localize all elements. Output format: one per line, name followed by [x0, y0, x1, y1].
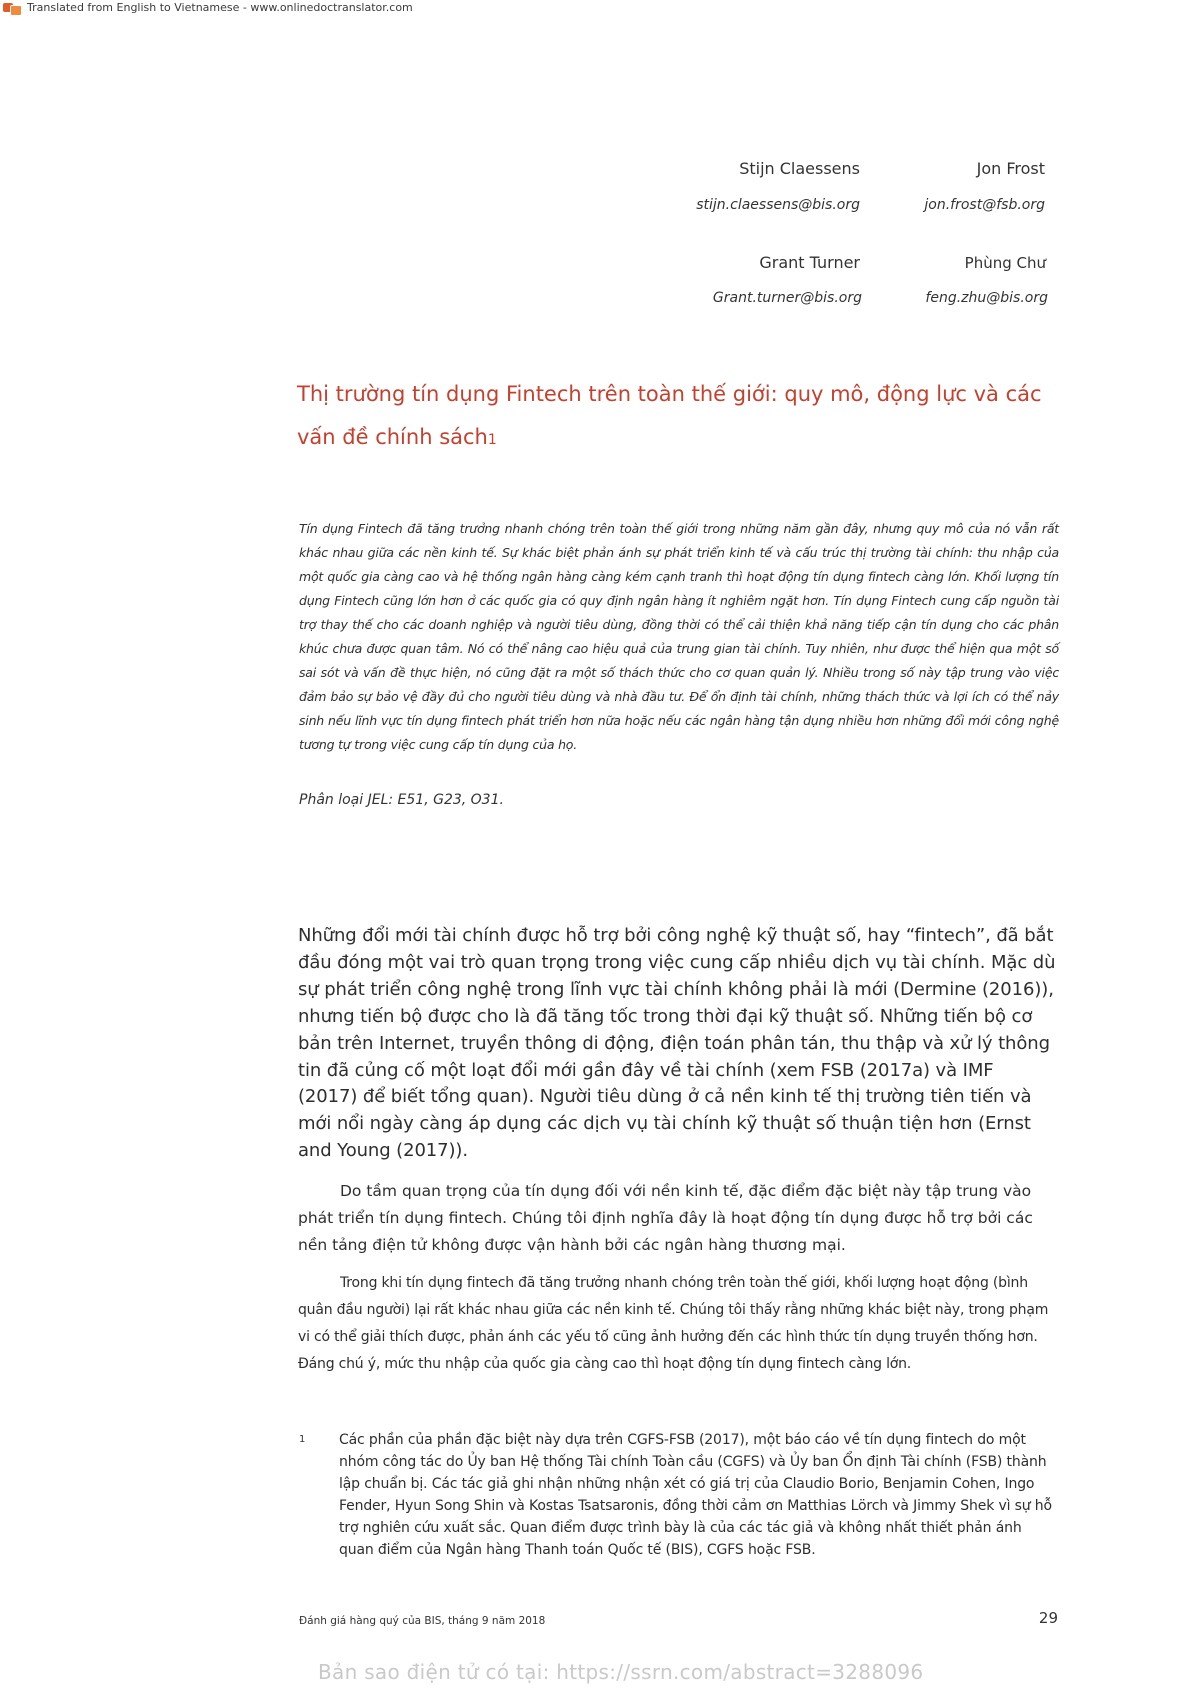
translation-banner[interactable]	[3, 0, 413, 15]
author-email[interactable]: feng.zhu@bis.org	[925, 290, 1048, 306]
author-name: Grant Turner	[759, 253, 860, 272]
footnote-text: Các phần của phần đặc biệt này dựa trên CGFS-FSB (2017), một báo cáo về tín dụng fintech do một nhóm công tác do Ủy ban Hệ thống Tài chính Toàn cầu (CGFS) và Ủy ban Ổn định Tài chính (FSB) thành lập chuẩn bị. Các tác giả ghi nhận những nhận xét có giá trị của Claudio Borio, Benjamin Cohen, Ingo Fender, Hyun Song Shin và Kostas Tsatsaronis, đồng thời cảm ơn Matthias Lörch và Jimmy Shek vì sự hỗ trợ nghiên cứu xuất sắc. Quan điểm được trình bày là của các tác giả và không nhất thiết phản ánh quan điểm của Ngân hàng Thanh toán Quốc tế (BIS), CGFS hoặc FSB.	[339, 1432, 1052, 1558]
page-number: 29	[1038, 1609, 1058, 1627]
ssrn-watermark: Bản sao điện tử có tại: https://ssrn.com/abstract=3288096	[318, 1660, 924, 1684]
author-email[interactable]: Grant.turner@bis.org	[712, 290, 862, 306]
footnote-marker: 1	[299, 1434, 306, 1445]
body-paragraph: Trong khi tín dụng fintech đã tăng trưởng nhanh chóng trên toàn thế giới, khối lượng hoạt động (bình quân đầu người) lại rất khác nhau giữa các nền kinh tế. Chúng tôi thấy rằng những khác biệt này, trong phạm vi có thể giải thích được, phản ánh các yếu tố cũng ảnh hưởng đến các hình thức tín dụng truyền thống hơn. Đáng chú ý, mức thu nhập của quốc gia càng cao thì hoạt động tín dụng fintech càng lớn.	[298, 1275, 1049, 1372]
abstract: Tín dụng Fintech đã tăng trưởng nhanh chóng trên toàn thế giới trong những năm gần đây, nhưng quy mô của nó vẫn rất khác nhau giữa các nền kinh tế. Sự khác biệt phản ánh sự phát triển kinh tế và cấu trúc thị trường tài chính: thu nhập của một quốc gia càng cao và hệ thống ngân hàng càng kém cạnh tranh thì hoạt động tín dụng fintech càng lớn. Khối lượng tín dụng Fintech cũng lớn hơn ở các quốc gia có quy định ngân hàng ít nghiêm ngặt hơn. Tín dụng Fintech cung cấp nguồn tài trợ thay thế cho các doanh nghiệp và người tiêu dùng, đồng thời có thể cải thiện khả năng tiếp cận tín dụng cho các phân khúc chưa được quan tâm. Nó có thể nâng cao hiệu quả của trung gian tài chính. Tuy nhiên, như được thể hiện qua một số sai sót và vấn đề thực hiện, nó cũng đặt ra một số thách thức cho cơ quan quản lý. Nhiều trong số này tập trung vào việc đảm bảo sự bảo vệ đầy đủ cho người tiêu dùng và nhà đầu tư. Để ổn định tài chính, những thách thức và lợi ích có thể nảy sinh nếu lĩnh vực tín dụng fintech phát triển hơn nữa hoặc nếu các ngân hàng tận dụng nhiều hơn những đổi mới công nghệ tương tự trong việc cung cấp tín dụng của họ.	[299, 521, 1059, 752]
translation-banner-text: Translated from English to Vietnamese - www.onlinedoctranslator.com	[27, 1, 413, 14]
translate-icon	[3, 2, 23, 14]
article-title	[297, 373, 1057, 462]
footer-publication: Đánh giá hàng quý của BIS, tháng 9 năm 2018	[299, 1615, 546, 1627]
author-email[interactable]: stijn.claessens@bis.org	[696, 197, 860, 213]
author-name: Jon Frost	[976, 159, 1045, 178]
author-name: Stijn Claessens	[739, 159, 860, 178]
body-paragraph: Do tầm quan trọng của tín dụng đối với nền kinh tế, đặc điểm đặc biệt này tập trung vào phát triển tín dụng fintech. Chúng tôi định nghĩa đây là hoạt động tín dụng được hỗ trợ bởi các nền tảng điện tử không được vận hành bởi các ngân hàng thương mại.	[298, 1182, 1033, 1254]
title-footnote-ref[interactable]: 1	[487, 432, 497, 448]
author-name: Phùng Chư	[964, 254, 1046, 272]
body-paragraph: Những đổi mới tài chính được hỗ trợ bởi công nghệ kỹ thuật số, hay “fintech”, đã bắt đầu đóng một vai trò quan trọng trong việc cung cấp nhiều dịch vụ tài chính. Mặc dù sự phát triển công nghệ trong lĩnh vực tài chính không phải là mới (Dermine (2016)), nhưng tiến bộ được cho là đã tăng tốc trong thời đại kỹ thuật số. Những tiến bộ cơ bản trên Internet, truyền thông di động, điện toán phân tán, thu thập và xử lý thông tin đã củng cố một loạt đổi mới gần đây về tài chính (xem FSB (2017a) và IMF (2017) để biết tổng quan). Người tiêu dùng ở cả nền kinh tế thị trường tiên tiến và mới nổi ngày càng áp dụng các dịch vụ tài chính kỹ thuật số thuận tiện hơn (Ernst and Young (2017)).	[298, 925, 1056, 1162]
author-email[interactable]: jon.frost@fsb.org	[924, 197, 1045, 213]
title-text: Thị trường tín dụng Fintech trên toàn thế giới: quy mô, động lực và các vấn đề chính sách	[297, 382, 1042, 449]
jel-classification: Phân loại JEL: E51, G23, O31.	[299, 792, 504, 808]
